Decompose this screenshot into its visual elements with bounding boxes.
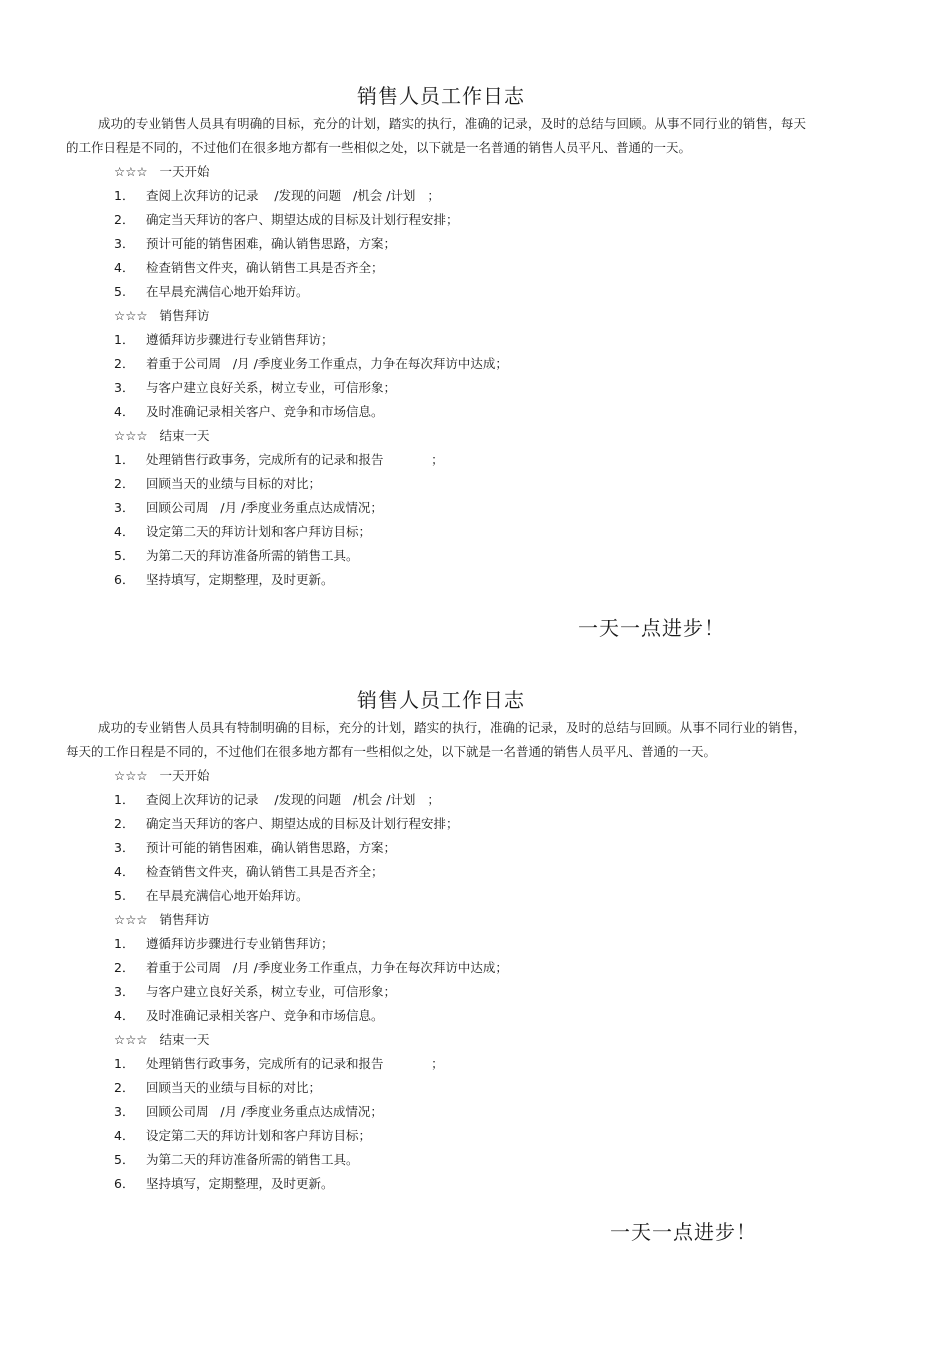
list-item [66,184,806,208]
work-log-2 [66,686,806,1196]
item-text: 与客户建立良好关系，树立专业，可信形象； [146,984,397,999]
item-text: 查阅上次拜访的记录 /发现的问题 /机会 /计划 ； [146,188,440,203]
item-text: 设定第二天的拜访计划和客户拜访目标； [146,1128,372,1143]
item-number: 5. [114,284,126,299]
section-heading: ☆☆☆ 结束一天 [114,1032,210,1047]
section-heading: ☆☆☆ 销售拜访 [114,912,210,927]
section-sales-visit [66,908,806,1028]
list-item [66,208,806,232]
item-number: 1． [114,936,135,951]
item-number: 1． [114,332,135,347]
list-item [66,788,806,812]
list-item [66,956,806,980]
list-item [66,860,806,884]
list-item [66,520,806,544]
item-number: 4． [114,1008,135,1023]
section-heading: ☆☆☆ 销售拜访 [114,308,210,323]
section-day-start [66,160,806,304]
list-item [66,496,806,520]
list-item [66,232,806,256]
list-item [66,280,806,304]
list-item [66,568,806,592]
item-number: 2． [114,816,135,831]
list-item [66,328,806,352]
list-item [66,544,806,568]
item-text: 预计可能的销售困难，确认销售思路，方案； [146,236,397,251]
item-number: 3． [114,984,135,999]
item-text: 回顾公司周 /月 /季度业务重点达成情况； [146,1104,383,1119]
item-text: 在早晨充满信心地开始拜访。 [146,888,309,903]
list-item [66,812,806,836]
list-item [66,376,806,400]
list-item [66,1148,806,1172]
list-item [66,836,806,860]
item-number: 3． [114,1104,135,1119]
item-text: 遵循拜访步骤进行专业销售拜访； [146,936,334,951]
item-text: 坚持填写，定期整理，及时更新。 [146,1176,334,1191]
item-number: 3． [114,380,135,395]
item-text: 坚持填写，定期整理，及时更新。 [146,572,334,587]
item-number: 5． [114,548,135,563]
item-text: 回顾当天的业绩与目标的对比； [146,476,322,491]
item-text: 着重于公司周 /月 /季度业务工作重点，力争在每次拜访中达成； [146,356,508,371]
item-number: 3． [114,500,135,515]
item-number: 2． [114,960,135,975]
list-item [66,1100,806,1124]
item-text: 着重于公司周 /月 /季度业务工作重点，力争在每次拜访中达成； [146,960,508,975]
section-day-end [66,1028,806,1196]
motto: 一天一点进步！ [610,1220,757,1244]
log-intro: 成功的专业销售人员具有明确的目标，充分的计划，踏实的执行，准确的记录，及时的总结与回顾。从事不同行业的销售，每天的工作日程是不同的，不过他们在很多地方都有一些相似之处，以下就是一名普通的销售人员平凡、普通的一天。 [66,116,806,155]
section-sales-visit [66,304,806,424]
item-number: 4． [114,1128,135,1143]
list-item [66,1076,806,1100]
item-number: 2． [114,212,135,227]
item-text: 为第二天的拜访准备所需的销售工具。 [146,548,359,563]
item-number: 4． [114,404,135,419]
section-day-start [66,764,806,908]
item-text: 处理销售行政事务，完成所有的记录和报告 ； [146,452,444,467]
item-text: 预计可能的销售困难，确认销售思路，方案； [146,840,397,855]
item-number: 4． [114,864,135,879]
section-heading: ☆☆☆ 一天开始 [114,768,210,783]
list-item [66,932,806,956]
item-number: 2． [114,356,135,371]
item-text: 查阅上次拜访的记录 /发现的问题 /机会 /计划 ； [146,792,440,807]
item-number: 1． [114,1056,135,1071]
item-number: 5. [114,888,126,903]
item-text: 检查销售文件夹，确认销售工具是否齐全； [146,260,384,275]
item-text: 检查销售文件夹，确认销售工具是否齐全； [146,864,384,879]
list-item [66,472,806,496]
work-log-1 [66,82,806,592]
item-number: 5． [114,1152,135,1167]
log-intro: 成功的专业销售人员具有特制明确的目标，充分的计划，踏实的执行，准确的记录，及时的总结与回顾。从事不同行业的销售，每天的工作日程是不同的，不过他们在很多地方都有一些相似之处，以下就是一名普通的销售人员平凡、普通的一天。 [66,720,806,759]
item-text: 确定当天拜访的客户、期望达成的目标及计划行程安排； [146,816,459,831]
list-item [66,448,806,472]
item-number: 1． [114,188,135,203]
section-day-end [66,424,806,592]
list-item [66,256,806,280]
list-item [66,1004,806,1028]
list-item [66,400,806,424]
item-text: 与客户建立良好关系，树立专业，可信形象； [146,380,397,395]
list-item [66,980,806,1004]
list-item [66,1052,806,1076]
section-heading: ☆☆☆ 结束一天 [114,428,210,443]
item-text: 回顾当天的业绩与目标的对比； [146,1080,322,1095]
log-title: 销售人员工作日志 [357,84,525,108]
item-text: 在早晨充满信心地开始拜访。 [146,284,309,299]
item-number: 2． [114,476,135,491]
log-title: 销售人员工作日志 [357,688,525,712]
list-item [66,1124,806,1148]
item-number: 3． [114,236,135,251]
item-number: 6． [114,1176,135,1191]
item-text: 及时准确记录相关客户、竞争和市场信息。 [146,1008,384,1023]
motto: 一天一点进步！ [578,616,725,640]
item-number: 3． [114,840,135,855]
item-text: 处理销售行政事务，完成所有的记录和报告 ； [146,1056,444,1071]
item-text: 为第二天的拜访准备所需的销售工具。 [146,1152,359,1167]
item-text: 回顾公司周 /月 /季度业务重点达成情况； [146,500,383,515]
item-number: 4． [114,524,135,539]
item-number: 2． [114,1080,135,1095]
item-text: 及时准确记录相关客户、竞争和市场信息。 [146,404,384,419]
item-number: 4． [114,260,135,275]
item-text: 遵循拜访步骤进行专业销售拜访； [146,332,334,347]
list-item [66,352,806,376]
list-item [66,884,806,908]
item-number: 1． [114,792,135,807]
section-heading: ☆☆☆ 一天开始 [114,164,210,179]
item-number: 1． [114,452,135,467]
list-item [66,1172,806,1196]
item-number: 6． [114,572,135,587]
item-text: 设定第二天的拜访计划和客户拜访目标； [146,524,372,539]
item-text: 确定当天拜访的客户、期望达成的目标及计划行程安排； [146,212,459,227]
